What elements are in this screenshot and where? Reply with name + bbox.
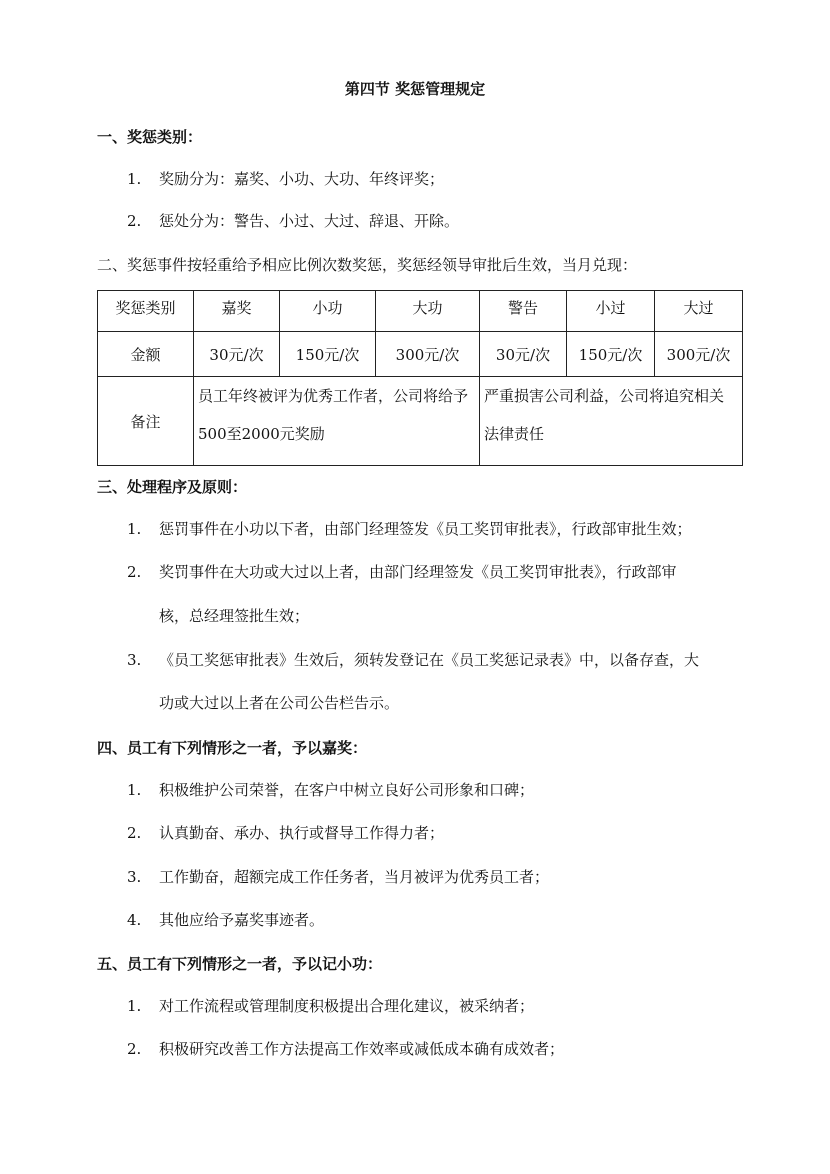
- table-cell: 金额: [98, 332, 194, 377]
- table-header-cell: 警告: [480, 291, 567, 332]
- list-item: 2. 惩处分为：警告、小过、大过、辞退、开除。: [127, 212, 460, 230]
- table-row: [98, 332, 743, 377]
- table-header-cell: 小过: [567, 291, 655, 332]
- section-heading: 四、员工有下列情形之一者，予以嘉奖：: [97, 739, 368, 757]
- table-row: [98, 291, 743, 332]
- table-cell: 备注: [98, 377, 194, 466]
- table-header-cell: 大过: [655, 291, 743, 332]
- list-item: 1. 对工作流程或管理制度积极提出合理化建议，被采纳者；: [127, 997, 535, 1015]
- list-item: 3. 《员工奖惩审批表》生效后，须转发登记在《员工奖惩记录表》中，以备存查，大: [127, 651, 700, 669]
- table-cell: 300元/次: [655, 332, 743, 377]
- list-item: 2. 认真勤奋、承办、执行或督导工作得力者；: [127, 824, 445, 842]
- section-heading: 三、处理程序及原则：: [97, 478, 248, 496]
- section-heading: 五、员工有下列情形之一者，予以记小功：: [97, 955, 383, 973]
- table-cell: 30元/次: [480, 332, 567, 377]
- table-cell: 300元/次: [376, 332, 480, 377]
- table-row: [98, 377, 743, 466]
- table-cell: 30元/次: [194, 332, 280, 377]
- page-title: 第四节 奖惩管理规定: [344, 80, 486, 98]
- table-header-cell: 大功: [376, 291, 480, 332]
- section-heading: 一、奖惩类别：: [97, 128, 203, 146]
- list-item: 1. 积极维护公司荣誉，在客户中树立良好公司形象和口碑；: [127, 781, 535, 799]
- list-item: 3. 工作勤奋，超额完成工作任务者，当月被评为优秀员工者；: [127, 868, 550, 886]
- list-item-continuation: 功或大过以上者在公司公告栏告示。: [159, 694, 400, 712]
- list-item-continuation: 核，总经理签批生效；: [159, 607, 310, 625]
- list-item: 4. 其他应给予嘉奖事迹者。: [127, 911, 325, 929]
- table-header-cell: 奖惩类别: [98, 291, 194, 332]
- table-header-cell: 小功: [280, 291, 376, 332]
- table-header-cell: 嘉奖: [194, 291, 280, 332]
- list-item: 1. 惩罚事件在小功以下者，由部门经理签发《员工奖罚审批表》，行政部审批生效；: [127, 520, 692, 538]
- list-item: 1. 奖励分为：嘉奖、小功、大功、年终评奖；: [127, 170, 445, 188]
- list-item: 2. 奖罚事件在大功或大过以上者，由部门经理签发《员工奖罚审批表》，行政部审: [127, 563, 677, 581]
- table-cell: 150元/次: [280, 332, 376, 377]
- list-item: 2. 积极研究改善工作方法提高工作效率或减低成本确有成效者；: [127, 1040, 565, 1058]
- section-heading-paragraph: 二、奖惩事件按轻重给予相应比例次数奖惩，奖惩经领导审批后生效，当月兑现：: [97, 256, 638, 274]
- table-cell: 150元/次: [567, 332, 655, 377]
- table-note-reward: 员工年终被评为优秀工作者，公司将给予500至2000元奖励: [194, 377, 480, 466]
- reward-penalty-table: [97, 290, 743, 466]
- table-note-penalty: 严重损害公司利益，公司将追究相关法律责任: [480, 377, 743, 466]
